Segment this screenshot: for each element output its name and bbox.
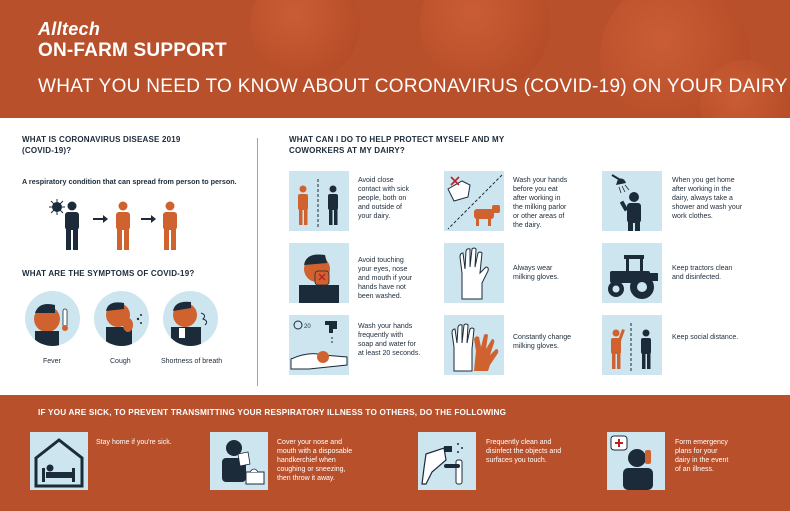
arrow-icon [93, 215, 108, 223]
emergency-call-icon [607, 432, 665, 490]
gloves-change-icon [444, 315, 504, 375]
tip-text: When you get home after working in the dairy, always take a shower and wash your work clothes. [672, 177, 743, 220]
svg-text:20: 20 [304, 324, 311, 330]
person-orange-icon [116, 202, 130, 251]
virus-icon [49, 199, 65, 215]
person-orange-icon [163, 202, 177, 251]
person-navy-icon [65, 202, 79, 251]
spread-diagram [48, 198, 188, 254]
shower-icon [602, 171, 662, 231]
fever-icon [25, 291, 80, 346]
spray-icon [418, 432, 476, 490]
column-divider [257, 138, 258, 386]
sick-section-title: IF YOU ARE SICK, TO PREVENT TRANSMITTING YOUR RESPIRATORY ILLNESS TO OTHERS, DO THE FOLLOWING [38, 408, 507, 417]
tip-text: Keep tractors clean and disinfected. [672, 265, 733, 281]
symptom-label: Fever [43, 358, 61, 365]
sick-item-text: Form emergency plans for your dairy in the event of an illness. [675, 439, 729, 473]
face-touch-icon [289, 243, 349, 303]
protect-heading: WHAT CAN I DO TO HELP PROTECT MYSELF AND MY COWORKERS AT MY DAIRY? [289, 135, 505, 155]
tip-text: Wash your hands before you eat after working in the milking parlor or other areas of the dairy. [513, 177, 568, 229]
tip-text: Constantly change milking gloves. [513, 334, 571, 350]
sick-item-text: Stay home if you're sick. [96, 439, 172, 446]
sick-item-text: Frequently clean and disinfect the objects and surfaces you touch. [486, 439, 562, 464]
symptom-label: Cough [110, 358, 131, 365]
social-distance-icon [602, 315, 662, 375]
tip-text: Wash your hands frequently with soap and water for at least 20 seconds. [358, 323, 421, 357]
what-is-heading: WHAT IS CORONAVIRUS DISEASE 2019 (COVID-19)? [22, 135, 181, 155]
tip-text: Always wear milking gloves. [513, 265, 559, 281]
sick-item-text: Cover your nose and mouth with a disposable handkerchief when coughing or sneezing, then throw it away. [277, 439, 353, 482]
handwash-icon [289, 315, 349, 375]
tip-text: Avoid close contact with sick people, both on and outside of your dairy. [358, 177, 409, 220]
tip-text: Keep social distance. [672, 334, 739, 341]
distance-people-icon [289, 171, 349, 231]
cow-hand-icon [444, 171, 504, 231]
header-subtitle: ON-FARM SUPPORT [38, 40, 227, 61]
tissue-icon [210, 432, 268, 490]
page-title: WHAT YOU NEED TO KNOW ABOUT CORONAVIRUS (COVID-19) ON YOUR DAIRY [38, 76, 788, 97]
tractor-icon [602, 243, 662, 303]
arrow-icon [141, 215, 156, 223]
tip-text: Avoid touching your eyes, nose and mouth if your hands have not been washed. [358, 257, 413, 300]
brand-logo: Alltech [38, 19, 101, 39]
breath-icon [163, 291, 218, 346]
glove-icon [444, 243, 504, 303]
symptom-label: Shortness of breath [161, 358, 223, 365]
definition-text: A respiratory condition that can spread from person to person. [22, 177, 237, 186]
home-bed-icon [30, 432, 88, 490]
cough-icon [94, 291, 149, 346]
symptoms-heading: WHAT ARE THE SYMPTOMS OF COVID-19? [22, 269, 195, 278]
